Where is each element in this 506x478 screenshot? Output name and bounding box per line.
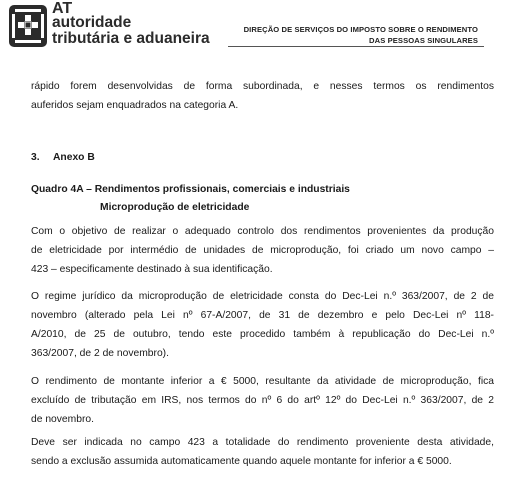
paragraph-line: sendo a exclusão assumida automaticamente quando aquele montante for inferior a € 5000. — [31, 456, 452, 467]
paragraph-line: de eletricidade por intermédio de unidades de microprodução, foi criado um novo campo – — [31, 245, 494, 256]
section-number: 3. — [31, 152, 40, 163]
section-heading — [31, 152, 95, 163]
page-header — [0, 0, 506, 56]
paragraph-field-423 — [31, 433, 494, 471]
paragraph-line: de novembro. — [31, 414, 94, 425]
paragraph-line: auferidos sejam enquadrados na categoria A. — [31, 100, 239, 111]
paragraph-line: novembro (alterado pela Lei nº 67-A/2007, de 31 de dezembro e pelo Dec-Lei nº 118- — [31, 310, 494, 321]
logo-autoridade-text: autoridade — [52, 14, 132, 31]
department-line-2: DAS PESSOAS SINGULARES — [369, 36, 478, 45]
paragraph-line: 423 – especificamente destinado à sua identificação. — [31, 264, 273, 275]
paragraph-exclusion — [31, 372, 494, 429]
paragraph-legal-regime — [31, 287, 494, 363]
paragraph-line: O rendimento de montante inferior a € 5000, resultante da atividade de microprodução, fica — [31, 376, 494, 387]
paragraph-line: O regime jurídico da microprodução de eletricidade consta do Dec-Lei n.º 363/2007, de 2 de — [31, 291, 494, 302]
department-title — [244, 24, 478, 46]
paragraph-line: excluído de tributação em IRS, nos termos do nº 6 do artº 12º do Dec-Lei n.º 363/2007, de 2 — [31, 395, 494, 406]
quadro-title: Quadro 4A – Rendimentos profissionais, comerciais e industriais — [31, 184, 350, 195]
logo-tributaria-text: tributária e aduaneira — [52, 30, 210, 47]
paragraph-line: Com o objetivo de realizar o adequado controlo dos rendimentos provenientes da produção — [31, 226, 494, 237]
paragraph-line: Deve ser indicada no campo 423 a totalidade do rendimento proveniente desta atividade, — [31, 437, 494, 448]
paragraph-line: rápido forem desenvolvidas de forma subordinada, e nesses termos os rendimentos — [31, 81, 494, 92]
header-divider — [228, 46, 484, 47]
paragraph-line: A/2010, de 25 de outubro, tendo este procedido também à republicação do Dec-Lei n.º — [31, 329, 494, 340]
department-line-1: DIREÇÃO DE SERVIÇOS DO IMPOSTO SOBRE O RENDIMENTO — [243, 25, 478, 34]
paragraph-objective — [31, 222, 494, 279]
quadro-subtitle: Microprodução de eletricidade — [100, 202, 250, 213]
intro-paragraph — [31, 77, 494, 115]
at-logo-icon — [7, 3, 49, 49]
section-title: Anexo B — [53, 152, 95, 163]
logo-at-text: AT — [52, 0, 73, 17]
paragraph-line: 363/2007, de 2 de novembro). — [31, 348, 169, 359]
